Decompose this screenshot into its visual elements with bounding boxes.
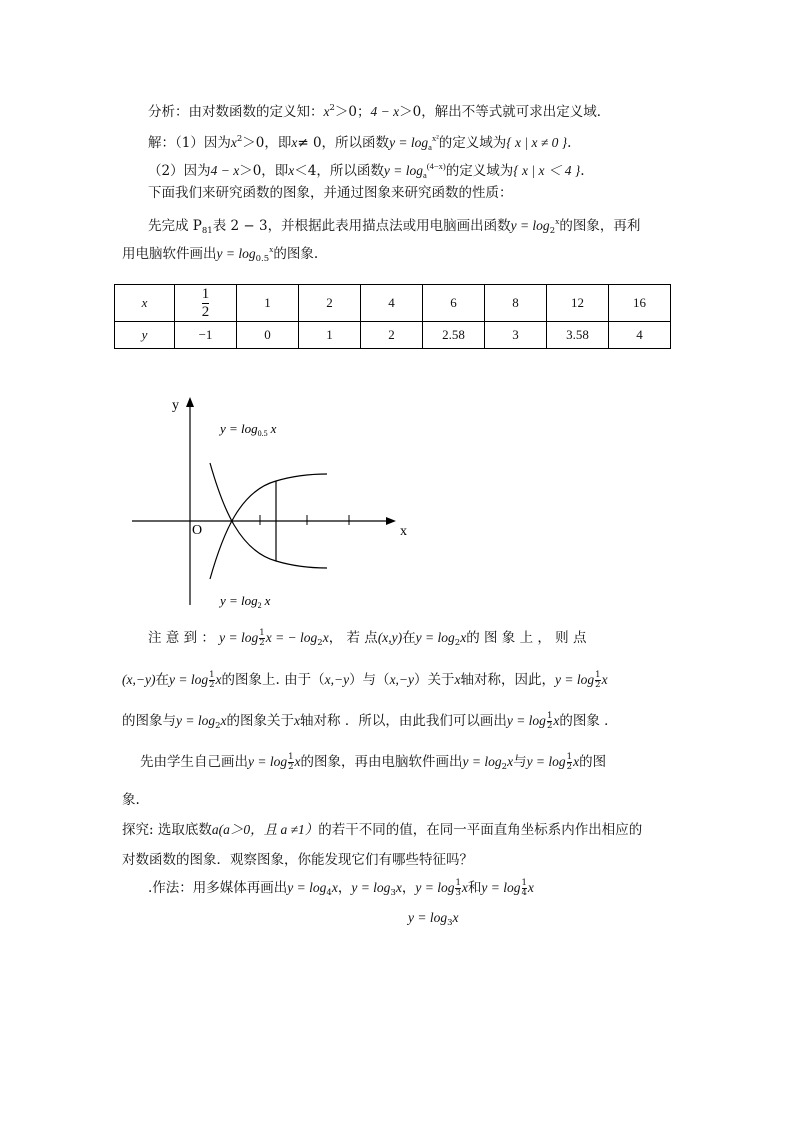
fraction-half: $\frac{1}{2}$ <box>259 628 265 648</box>
fraction-half: $\frac{1}{2}$ <box>288 752 294 772</box>
table-cell: 2 <box>299 285 361 322</box>
intro-line: 下面我们来研究函数的图象，并通过图象来研究函数的性质： <box>148 185 513 201</box>
curve-log05 <box>210 463 327 568</box>
table-cell: 4 <box>361 285 423 322</box>
table-cell: 1 <box>299 322 361 349</box>
x-axis-arrow <box>386 517 396 525</box>
table-cell: 12 <box>547 285 609 322</box>
fraction-third: $\frac{1}{3}$ <box>455 878 461 898</box>
table-row-x <box>115 285 671 322</box>
formula-line: $y = \log_3x$ <box>408 910 459 928</box>
method-line: .作法：用多媒体再画出$y = \log_4x$，$y = \log_3x$，y = log $\frac{1}{3}$ x和y = log $\frac{1}{4}$ x <box>148 878 534 898</box>
note-line-3: 的图象与$y = \log_2x$的图象关于x轴对称 ．所以，由此我们可以画出y = log $\frac{1}{2}$ x的图象 ． <box>122 711 618 731</box>
y-axis-arrow <box>186 397 194 407</box>
note-line-1: 注 意 到 ： y = log $\frac{1}{2}$ x = − $\log_2x$， 若 点(x,y)在$y = \log_2x$的 图 象 上 ， 则 点 <box>148 628 587 648</box>
fraction-half: $\frac{1}{2}$ <box>209 670 215 690</box>
table-cell: 1 <box>237 285 299 322</box>
table-row-y <box>115 322 671 349</box>
table-cell <box>175 285 237 322</box>
table-cell: 0 <box>237 322 299 349</box>
table-cell: 6 <box>423 285 485 322</box>
table-cell: 2.58 <box>423 322 485 349</box>
student-line-1: 先由学生自己画出y = log $\frac{1}{2}$ x的图象，再由电脑软件画出$y = \log_2x$与y = log $\frac{1}{2}$ x的图 <box>140 752 607 772</box>
table-cell: x <box>115 285 175 322</box>
explore-line-2: 对数函数的图象．观察图象，你能发现它们有哪些特征吗？ <box>122 852 473 868</box>
curve-log2 <box>210 474 327 579</box>
bottom-curve-label <box>218 593 271 610</box>
bottom-curve-var: x <box>264 593 271 608</box>
table-cell: 8 <box>485 285 547 322</box>
student-line-2: 象. <box>122 792 140 808</box>
analysis-line: 分析：由对数函数的定义知：$x^2>0$；4 − x＞0，解出不等式就可求出定义域． <box>148 103 611 120</box>
top-curve-fn: y = log <box>220 421 258 436</box>
top-curve-label <box>218 421 277 438</box>
note-line-2: (x,−y)在y = log $\frac{1}{2}$ x的图象上. 由于（x,−y）与（x,−y）关于x轴对称，因此，y = log $\frac{1}{2}$ x <box>122 670 608 690</box>
fraction-half: $\frac{1}{2}$ <box>566 752 573 772</box>
top-curve-base: 0.5 <box>257 429 268 438</box>
bottom-curve-base: 2 <box>257 601 262 610</box>
table-cell: 3 <box>485 322 547 349</box>
fraction-half: $\frac{1}{2}$ <box>595 670 601 690</box>
fraction-half: $\frac{1}{2}$ <box>546 711 553 731</box>
solution-part-2: （2）因为4 − x＞0，即x＜4，所以函数$y = \log_a^{(4-x)}$的定义域为{ x | x ＜ 4 }. <box>148 161 585 180</box>
x-axis-label: x <box>400 524 407 539</box>
fraction-quarter: $\frac{1}{4}$ <box>521 878 527 898</box>
task-line-1: 先完成 $P_{81}$表 2 − 3，并根据此表用描点法或用电脑画出函数$y = \log_2^x$的图象，再利 <box>148 216 641 236</box>
task-line-2: 用电脑软件画出$y = \log_{0.5}^x$的图象. <box>122 244 319 264</box>
y-axis-label: y <box>172 398 179 413</box>
top-curve-var: x <box>270 421 277 436</box>
table-cell: 16 <box>609 285 671 322</box>
solution-part-1: 解：（1）因为$x^2>0$，即x≠ 0，所以函数$y = \log_a^{x^2}$的定义域为{ x | x ≠ 0 }. <box>148 133 572 152</box>
origin-label: O <box>192 523 203 538</box>
table-cell: −1 <box>175 322 237 349</box>
table-cell: 4 <box>609 322 671 349</box>
table-cell: y <box>115 322 175 349</box>
explore-line-1: 探究: 选取底数a(a＞0，且 a ≠1）的若干不同的值，在同一平面直角坐标系内作出相应的 <box>122 822 643 838</box>
half-fraction: $\frac{1}{2}$ <box>201 285 210 320</box>
table-cell: 2 <box>361 322 423 349</box>
value-table <box>114 284 671 349</box>
table-cell: 3.58 <box>547 322 609 349</box>
bottom-curve-fn: y = log <box>220 593 258 608</box>
log-graph <box>128 393 428 618</box>
